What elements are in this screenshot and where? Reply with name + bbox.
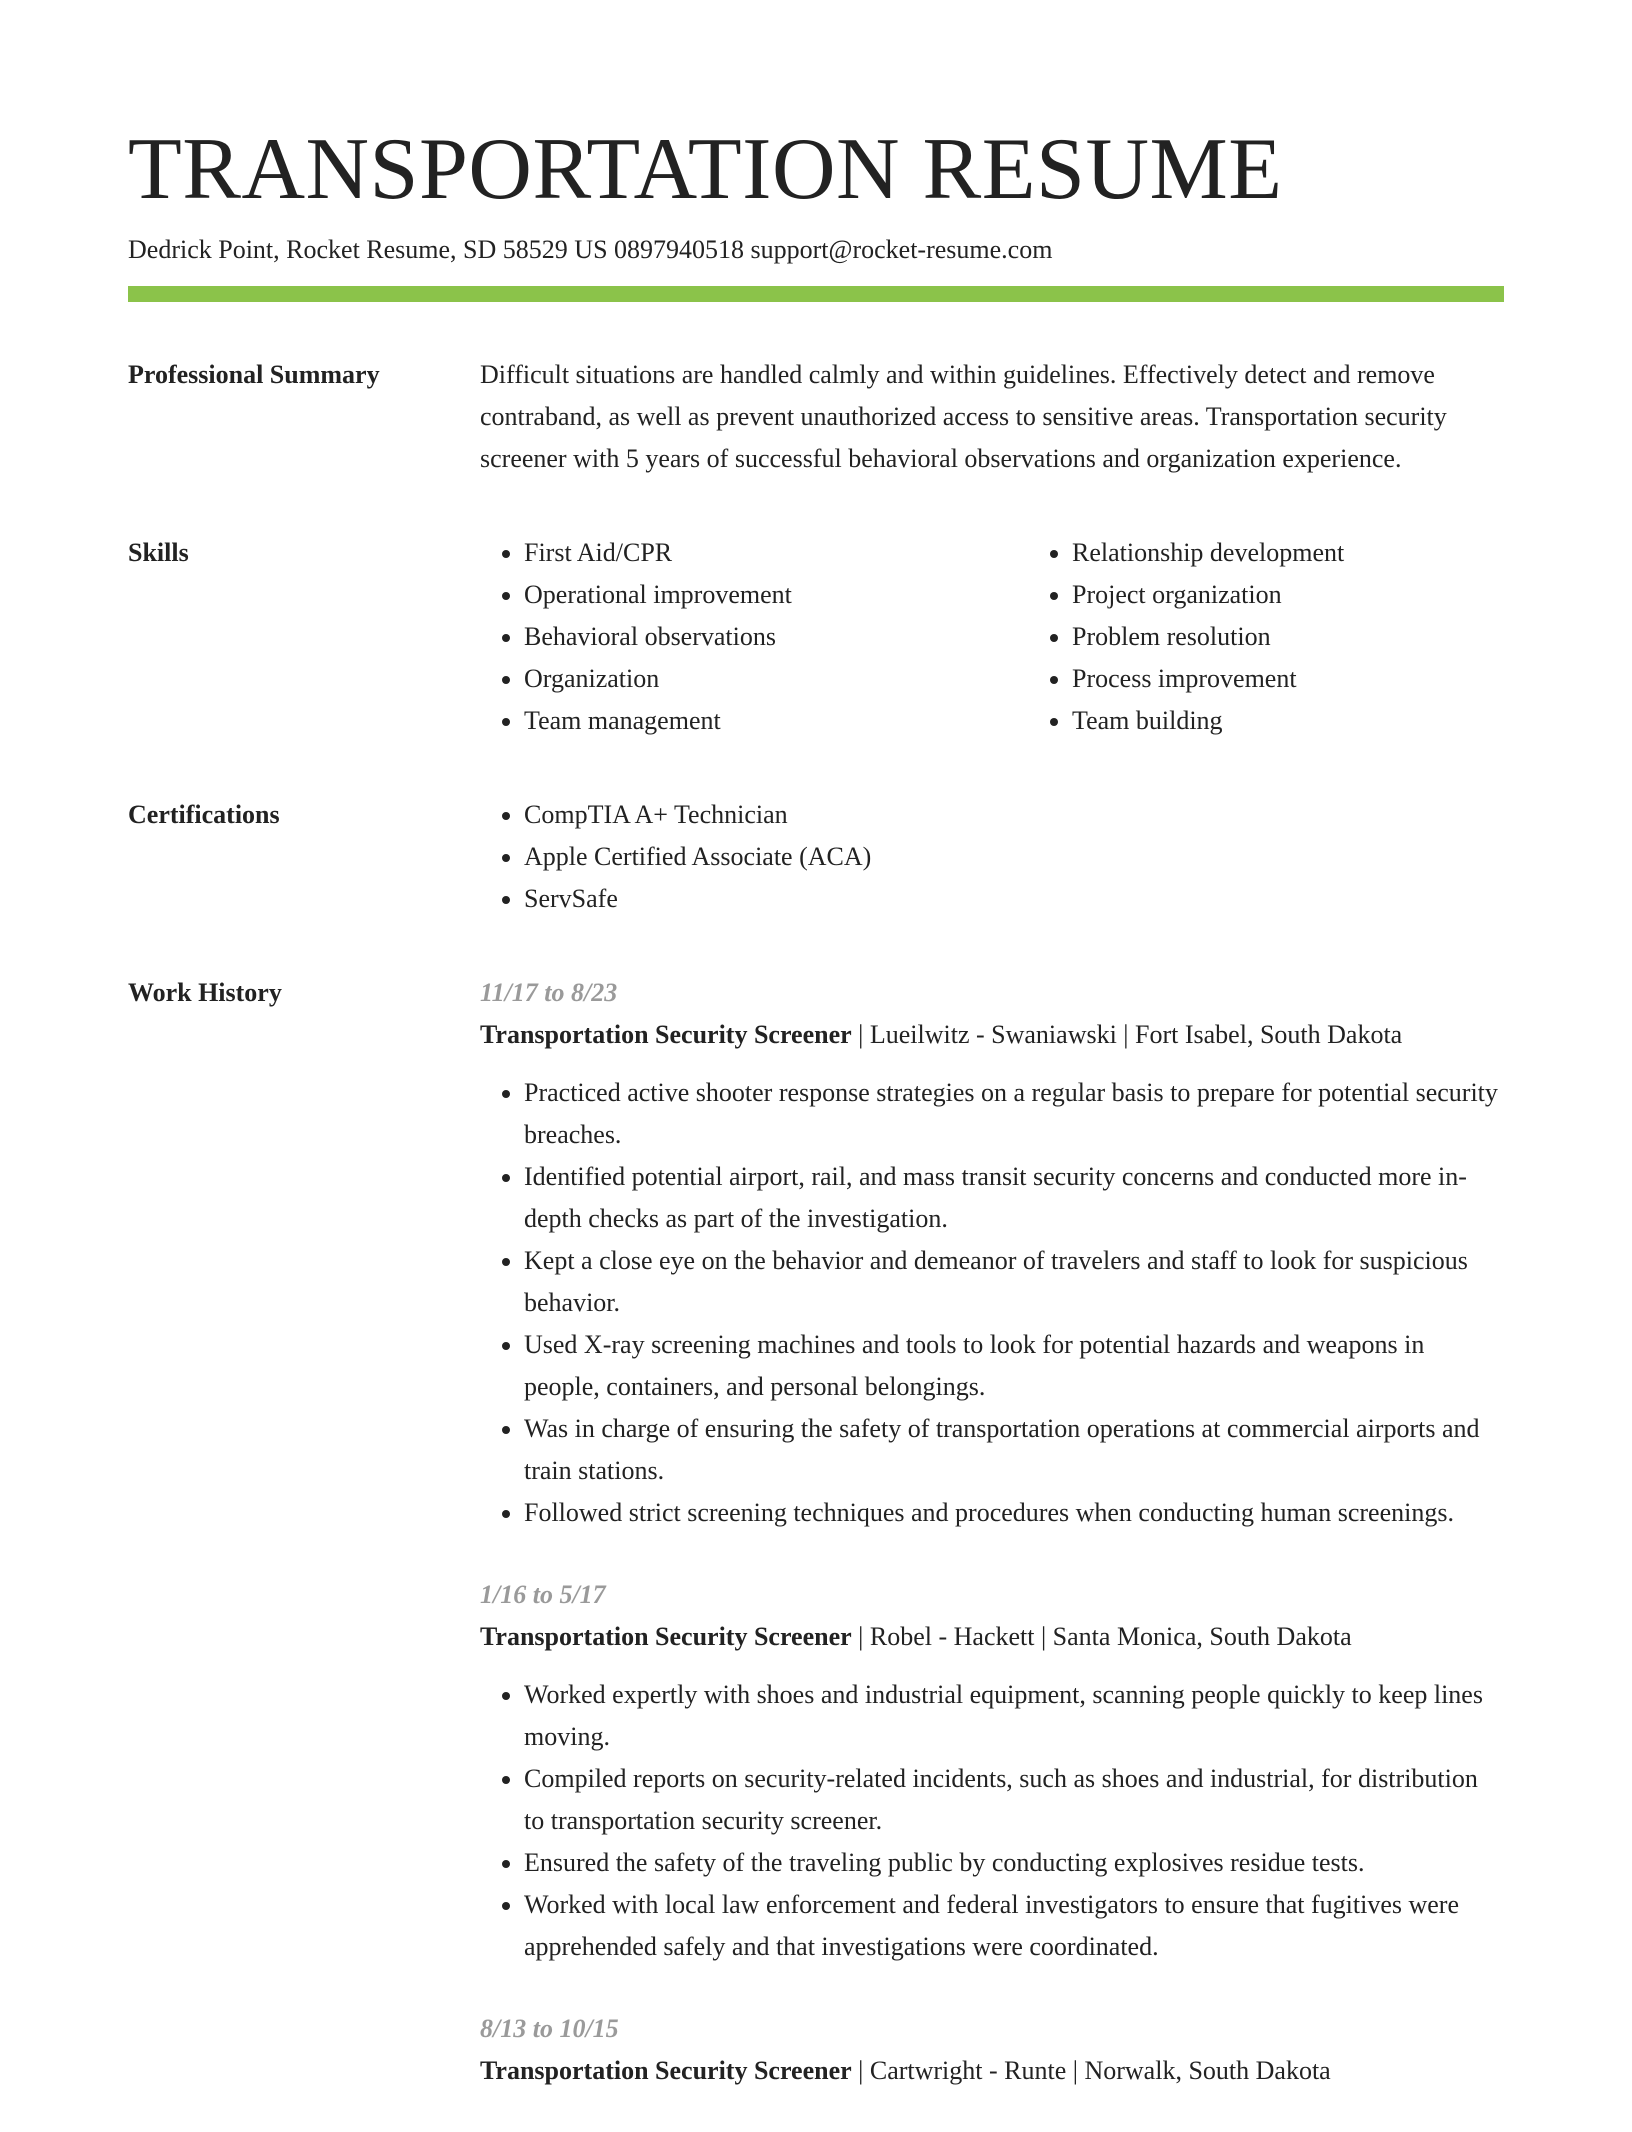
job-entry xyxy=(480,972,1504,1534)
job-heading xyxy=(480,1616,1504,1658)
skills-list-right xyxy=(1028,532,1572,742)
skills-section xyxy=(128,532,1504,742)
list-item: • Apple Certified Associate (ACA) xyxy=(524,836,1504,878)
certifications-section xyxy=(128,794,1504,920)
resume-page xyxy=(128,120,1504,2132)
list-item: • ServSafe xyxy=(524,878,1504,920)
list-item: • Problem resolution xyxy=(1072,616,1572,658)
job-details: | Lueilwitz - Swaniawski | Fort Isabel, South Dakota xyxy=(851,1020,1403,1049)
job-title: Transportation Security Screener xyxy=(480,2056,852,2085)
list-item: • Team building xyxy=(1072,700,1572,742)
list-item: • Identified potential airport, rail, and mass transit security concerns and conducted more in-depth checks as part of the investigation. xyxy=(524,1156,1504,1240)
list-item: • Worked with local law enforcement and federal investigators to ensure that fugitives were apprehended safely and that investigations were coordinated. xyxy=(524,1884,1504,1968)
section-label-certifications: Certifications xyxy=(128,800,280,829)
list-item: • Compiled reports on security-related incidents, such as shoes and industrial, for distribution to transportation security screener. xyxy=(524,1758,1504,1842)
list-item: • Project organization xyxy=(1072,574,1572,616)
list-item: • Team management xyxy=(524,700,1028,742)
job-dates: 8/13 to 10/15 xyxy=(480,2014,619,2043)
certifications-list xyxy=(480,794,1504,920)
job-heading xyxy=(480,1014,1504,1056)
job-entry xyxy=(480,1574,1504,1968)
section-label-skills: Skills xyxy=(128,538,189,567)
list-item: • Used X-ray screening machines and tools to look for potential hazards and weapons in people, containers, and personal belongings. xyxy=(524,1324,1504,1408)
section-label-work-history: Work History xyxy=(128,978,282,1007)
list-item: • Was in charge of ensuring the safety of transportation operations at commercial airports and train stations. xyxy=(524,1408,1504,1492)
summary-section xyxy=(128,354,1504,480)
job-bullets xyxy=(480,1072,1504,1534)
work-history-section xyxy=(128,972,1504,2132)
list-item: • Ensured the safety of the traveling public by conducting explosives residue tests. xyxy=(524,1842,1504,1884)
job-title: Transportation Security Screener xyxy=(480,1020,852,1049)
job-dates: 1/16 to 5/17 xyxy=(480,1580,606,1609)
list-item: • Behavioral observations xyxy=(524,616,1028,658)
skills-list-left xyxy=(480,532,1028,742)
list-item: • CompTIA A+ Technician xyxy=(524,794,1504,836)
job-title: Transportation Security Screener xyxy=(480,1622,852,1651)
job-heading xyxy=(480,2050,1504,2092)
list-item: • Practiced active shooter response strategies on a regular basis to prepare for potential security breaches. xyxy=(524,1072,1504,1156)
list-item: • Followed strict screening techniques and procedures when conducting human screenings. xyxy=(524,1492,1504,1534)
job-details: | Robel - Hackett | Santa Monica, South Dakota xyxy=(851,1622,1352,1651)
list-item: • Process improvement xyxy=(1072,658,1572,700)
list-item: • Worked expertly with shoes and industrial equipment, scanning people quickly to keep lines moving. xyxy=(524,1674,1504,1758)
job-bullets xyxy=(480,1674,1504,1968)
job-details: | Cartwright - Runte | Norwalk, South Dakota xyxy=(851,2056,1331,2085)
list-item: • First Aid/CPR xyxy=(524,532,1028,574)
list-item: • Organization xyxy=(524,658,1028,700)
list-item: • Operational improvement xyxy=(524,574,1028,616)
header-divider xyxy=(128,286,1504,302)
section-label-summary: Professional Summary xyxy=(128,360,380,389)
job-dates: 11/17 to 8/23 xyxy=(480,978,618,1007)
list-item: • Relationship development xyxy=(1072,532,1572,574)
summary-text: Difficult situations are handled calmly and within guidelines. Effectively detect and remove contraband, as well as prevent unauthorized access to sensitive areas. Transportation security screener with 5 years of successful behavioral observations and organization experience. xyxy=(480,360,1447,473)
job-entry xyxy=(480,2008,1504,2092)
list-item: • Kept a close eye on the behavior and demeanor of travelers and staff to look for suspicious behavior. xyxy=(524,1240,1504,1324)
resume-title: TRANSPORTATION RESUME xyxy=(128,121,1283,218)
contact-info: Dedrick Point, Rocket Resume, SD 58529 US 0897940518 support@rocket-resume.com xyxy=(128,235,1053,264)
